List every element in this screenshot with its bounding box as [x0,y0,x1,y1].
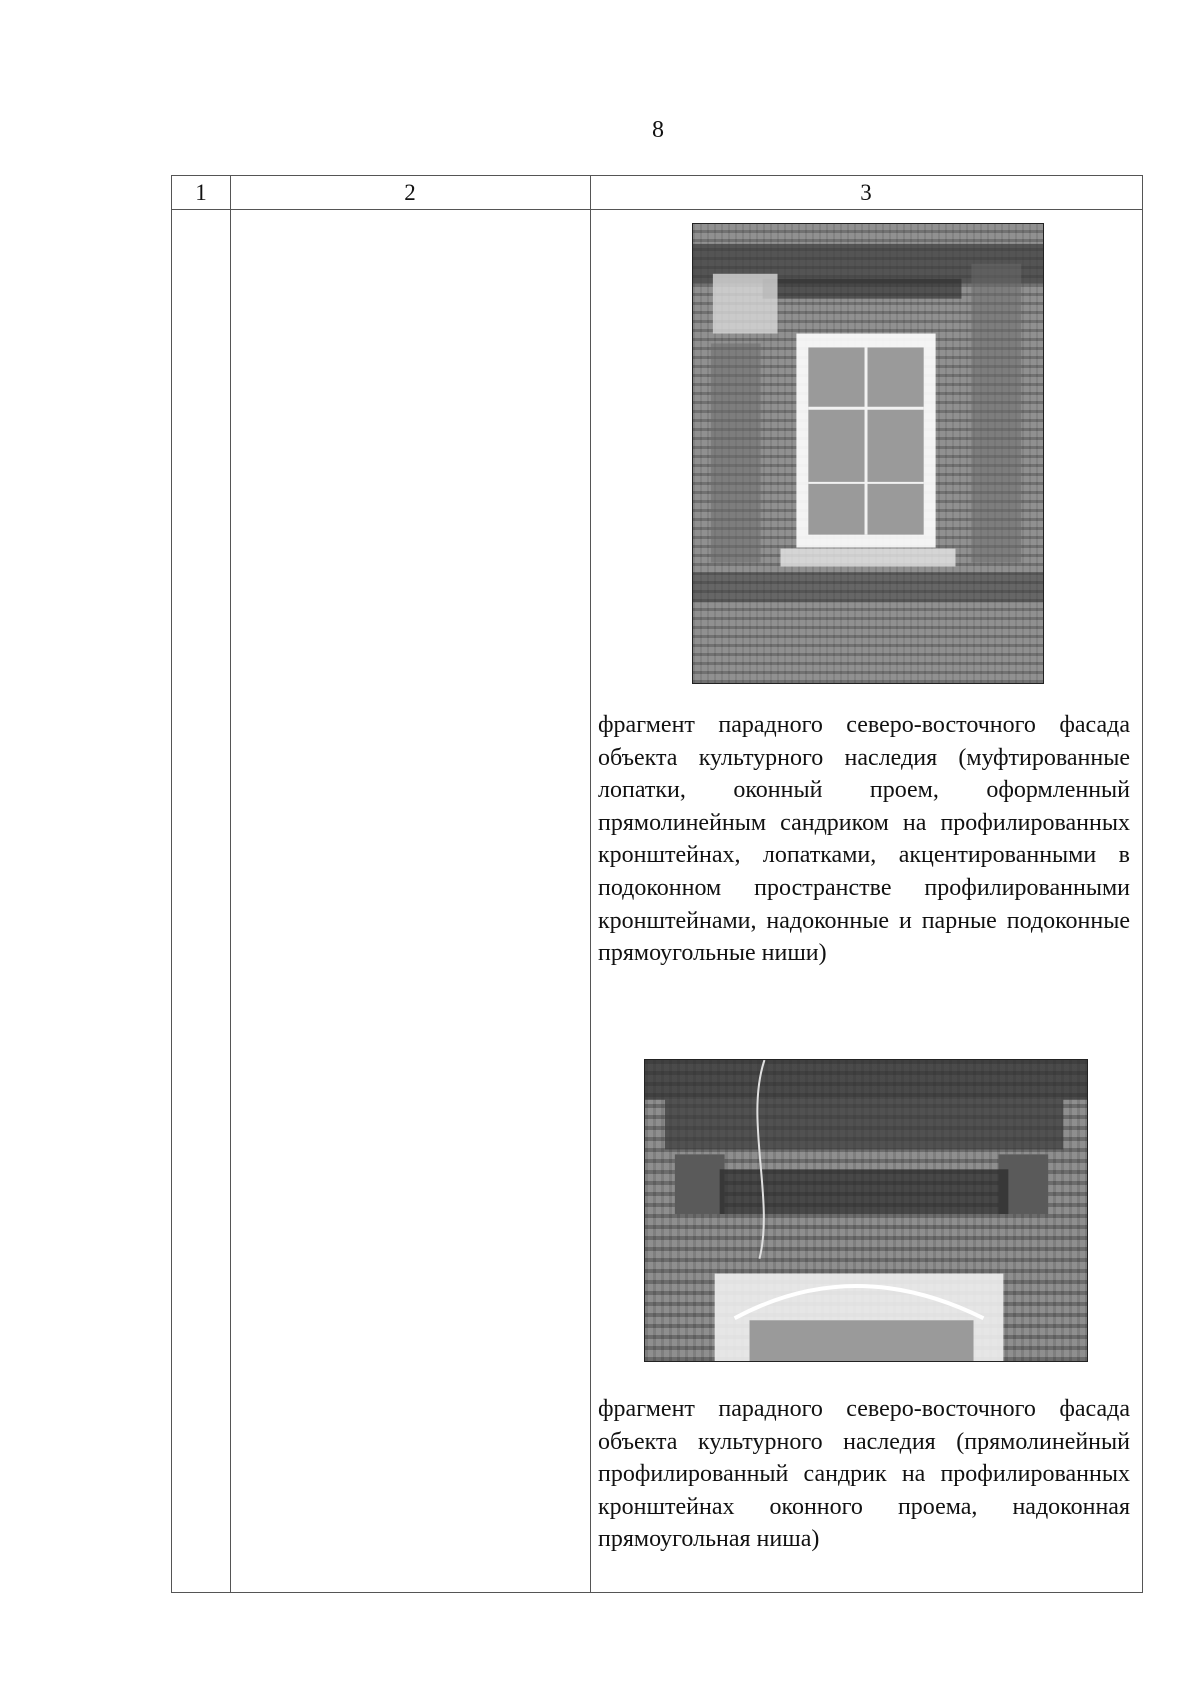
header-col-2: 2 [404,180,416,205]
attribute-table [171,175,1143,1593]
header-divider [172,209,1142,210]
column-divider [590,176,591,1592]
header-col-3: 3 [860,180,872,205]
photo-caption-1: фрагмент парадного северо-восточного фасада объекта культурного наследия (муфтированные лопатки, оконный проем, оформленный прямолинейным сандриком на профилированных кронштейнах, лопатками, акцентированными в подоконном пространстве профилированными кронштейнами, надоконные и парные подоконные прямоугольные ниши) [598,712,1130,967]
header-col-1: 1 [195,180,207,205]
page-number: 8 [652,117,664,143]
pediment-detail-photo [644,1059,1088,1362]
window-facade-photo [692,223,1044,684]
photo-caption-2: фрагмент парадного северо-восточного фасада объекта культурного наследия (прямолинейный профилированный сандрик на профилированных кронштейнах оконного проема, надоконная прямоугольная ниша) [598,1396,1130,1553]
column-divider [230,176,231,1592]
